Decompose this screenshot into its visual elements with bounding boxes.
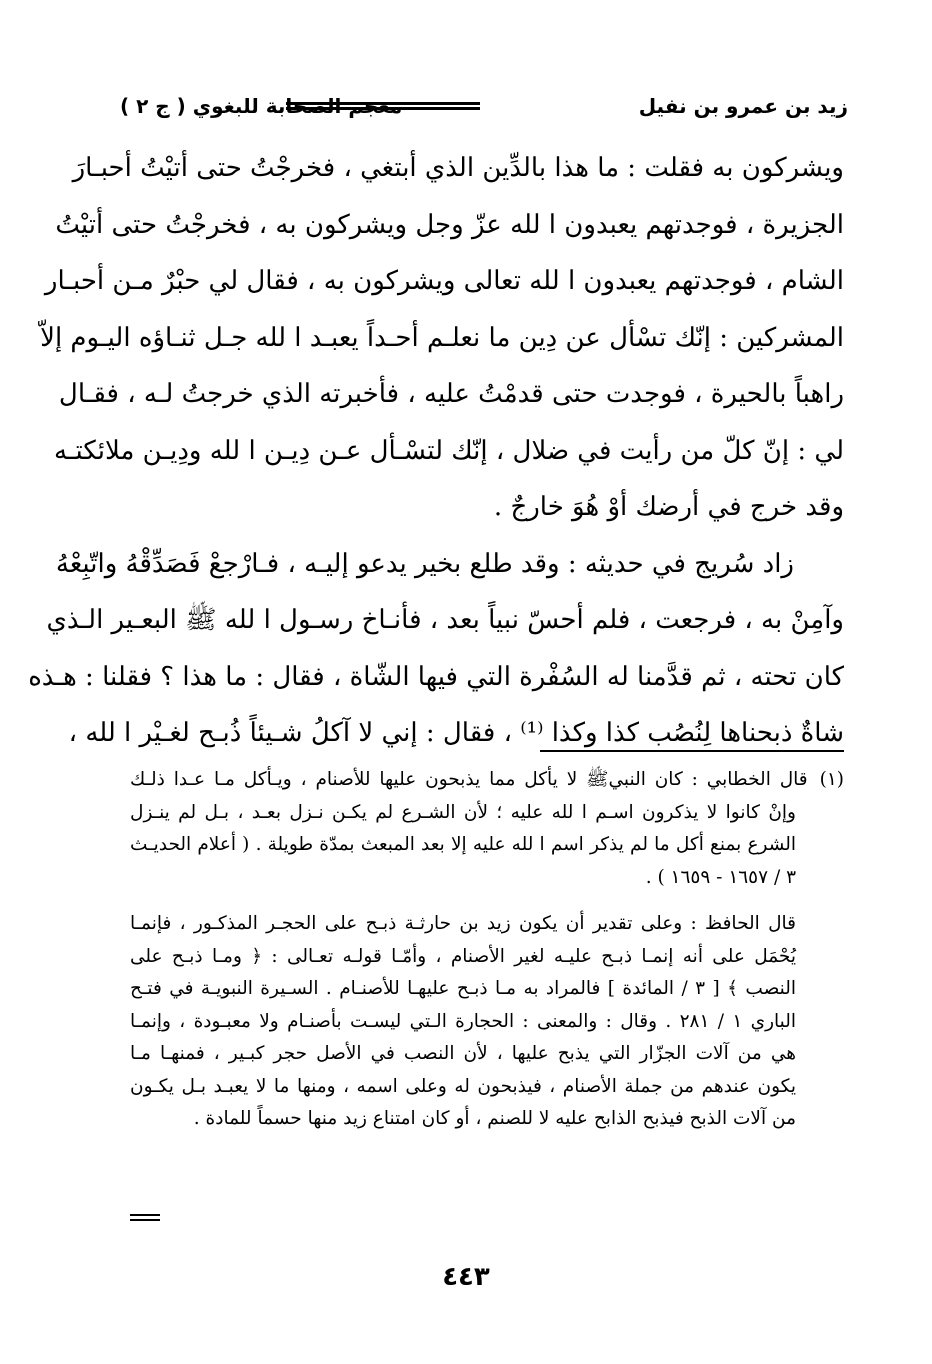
text-line: راهباً بالحيرة ، فوجدت حتى قدمْتُ عليه ، فأخبرته الذي خرجتُ لـه ، فقـال [58,379,844,409]
footnote-line: يُحْمَل على أنه إنمـا ذبـح عليـه لغير الأصنام ، وأمّـا قولـه تعـالى : ﴿ ومـا ذبـح على [130,945,796,967]
text-line: الشام ، فوجدتهم يعبدون ا لله تعالى ويشركون به ، فقال لي حبْرٌ مـن أحبـار [44,266,844,296]
text-line: كان تحته ، ثم قدَّمنا له السُفْرة التي فيها الشّاة ، فقال : ما هذا ؟ فقلنا : هـذه [28,661,844,692]
end-mark [130,1214,160,1221]
text-line: المشركين : إنّك تسْأل عن دِين ما نعلـم أحـداً يعبـد ا لله جـل ثنـاؤه اليـوم إلاّ [40,322,844,353]
footnote-line: وإنْ كانوا لا يذكرون اسـم ا لله عليه ؛ لأن الشـرع لم يكـن نـزل بعـد ، بـل لم ينـزل [130,801,796,823]
text-line: الجزيرة ، فوجدتهم يعبدون ا لله عزّ وجل ويشركون به ، فخرجْتُ حتى أتيْتُ [55,209,844,240]
text-line: شاةٌ ذبحناها لِنُصُب كذا وكذا ⁽¹⁾ ، فقال : إني لا آكلُ شـيئاً ذُبـح لغـيْر ا لله ، [68,718,844,748]
text-line: وآمِنْ به ، فرجعت ، فلم أحسّ نبياً بعد ، فأنـاخ رسـول ا لله ﷺ البعـير الـذي [46,605,844,635]
text-line: لي : إنّ كلّ من رأيت في ضلال ، إنّك لتسْـأل عـن دِيـن ا لله ودِيـن ملائكتـه [53,435,844,466]
running-header [120,86,848,126]
footnote-line: الشرع بمنع أكل ما لم يذكر اسم ا لله عليه إلا بعد المبعث بمدّة طويلة . ( أعلام الحديـث [130,834,796,855]
footnotes [130,764,844,1136]
footnote-line: يكون عندهم من جملة الأصنام ، فيذبحون له وعلى اسمه ، ومنها ما لا يعبـد بـل يكـون [130,1075,796,1097]
footnote-line: من آلات الذبح فيذبح الذابح عليه لا للصنم ، أو كان امتناع زيد منها حسماً للمادة . [193,1108,796,1129]
text-line: ويشركون به فقلت : ما هذا بالدِّين الذي أبتغي ، فخرجْتُ حتى أتيْتُ أحبـارَ [72,153,844,183]
footnote-line: النصب ﴾ [ ٣ / المائدة ] فالمراد به مـا ذبـح عليهـا للأصنـام . السـيرة النبويـة في فتـح [130,978,796,999]
footnote-text: قال الخطابي : كان النبيﷺ لا يأكل مما يذبحون عليها للأصنام ، ويـأكل مـا عـدا ذلـك [130,769,808,790]
footnote-line: قال الحافظ : وعلى تقدير أن يكون زيد بن حارثـة ذبـح على الحجـر المذكـور ، فإنمـا [130,913,796,934]
footnote-line [130,764,844,797]
footnote-separator [540,750,844,752]
text-line: وقد خرج في أرضك أوْ هُوَ خارجٌ . [493,492,844,522]
footnote-line: ٣ / ١٦٥٧ - ١٦٥٩ ) . [645,866,796,888]
page-number: ٤٤٣ [442,1262,490,1292]
footnote-line: هي من آلات الجزّار التي يذبح عليها ، لأن النصب في الأصل حجر كبـير ، فمنهـا مـا [130,1043,796,1064]
text-line: زاد سُريج في حديثه : وقد طلع بخير يدعو إليـه ، فـارْجعْ فَصَدِّقْهُ واتّبِعْهُ [55,548,794,579]
book-title: معجم الصحابة للبغوي ( ج ٢ ) [120,94,403,118]
footnote-number: (١) [819,769,844,790]
footnote-line: الباري ١ / ٢٨١ . وقال : والمعنى : الحجارة الـتي ليسـت بأصنـام ولا معبـودة ، وإنمـا [130,1010,797,1032]
entry-name: زيد بن عمرو بن نفيل [638,94,848,118]
main-text [28,140,844,762]
